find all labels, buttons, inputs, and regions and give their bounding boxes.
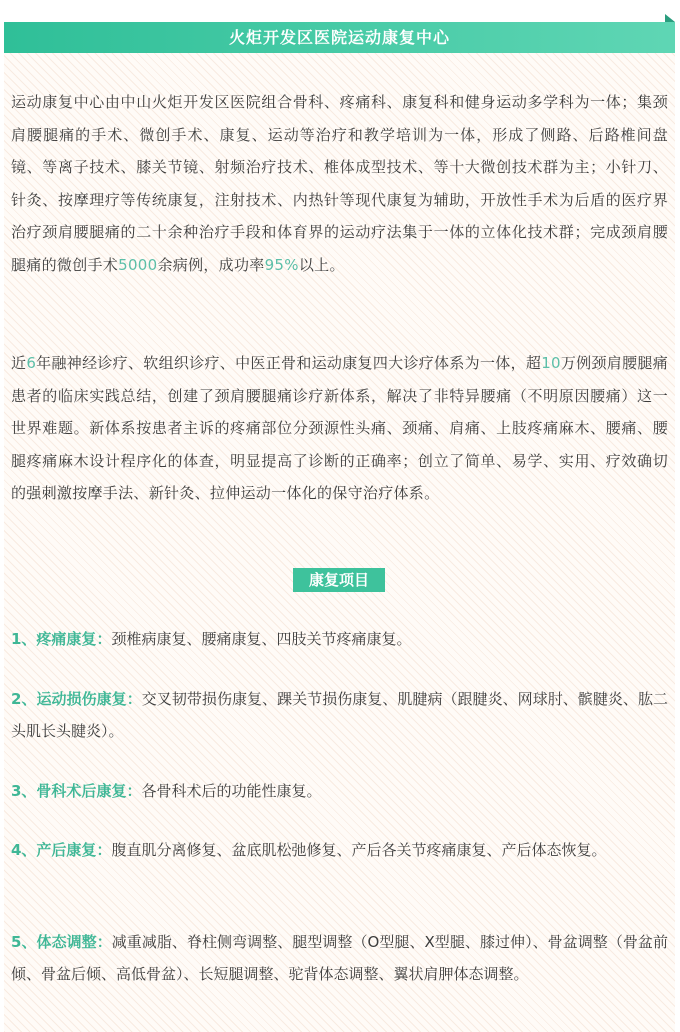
header-banner	[4, 22, 675, 53]
section-title: 康复项目	[293, 568, 385, 592]
item-pain-rehab: 1、疼痛康复：颈椎病康复、腰痛康复、四肢关节疼痛康复。	[11, 630, 412, 648]
intro-paragraph-1: 运动康复中心由中山火炬开发区医院组合骨科、疼痛科、康复科和健身运动多学科为一体；集颈肩腰腿痛的手术、微创手术、康复、运动等治疗和教学培训为一体，形成了侧路、后路椎间盘镜、等离子技术、膝关节镜、射频治疗技术、椎体成型技术、等十大微创技术群为主；小针刀、针灸、按摩理疗等传统康复，注射技术、内热针等现代康复为辅助，开放性手术为后盾的医疗界治疗颈肩腰腿痛的二十余种治疗手段和体育界的运动疗法集于一体的立体化技术群；完成颈肩腰腿痛的微创手术5000余病例，成功率95%以上。	[11, 93, 668, 274]
item-sports-injury-rehab: 2、运动损伤康复：交叉韧带损伤康复、踝关节损伤康复、肌腱病（跟腱炎、网球肘、髌腱炎、肱二头肌长头腱炎）。	[11, 690, 668, 740]
page-title: 火炬开发区医院运动康复中心	[228, 28, 450, 47]
header-fold	[665, 14, 675, 22]
item-orthopedic-postop-rehab: 3、骨科术后康复：各骨科术后的功能性康复。	[11, 782, 322, 800]
item-posture-adjustment: 5、体态调整：减重减脂、脊柱侧弯调整、腿型调整（O型腿、X型腿、膝过伸）、骨盆调整（骨盆前倾、骨盆后倾、高低骨盆）、长短腿调整、驼背体态调整、翼状肩胛体态调整。	[11, 933, 668, 983]
content-card	[4, 53, 675, 1032]
intro-paragraph-2: 近6年融神经诊疗、软组织诊疗、中医正骨和运动康复四大诊疗体系为一体，超10万例颈肩腰腿痛患者的临床实践总结，创建了颈肩腰腿痛诊疗新体系，解决了非特异腰痛（不明原因腰痛）这一世界难题。新体系按患者主诉的疼痛部位分颈源性头痛、颈痛、肩痛、上肢疼痛麻木、腰痛、腰腿疼痛麻木设计程序化的体查，明显提高了诊断的正确率；创立了简单、易学、实用、疗效确切的强刺激按摩手法、新针灸、拉伸运动一体化的保守治疗体系。	[11, 354, 668, 502]
item-postpartum-rehab: 4、产后康复：腹直肌分离修复、盆底肌松弛修复、产后各关节疼痛康复、产后体态恢复。	[11, 841, 607, 859]
